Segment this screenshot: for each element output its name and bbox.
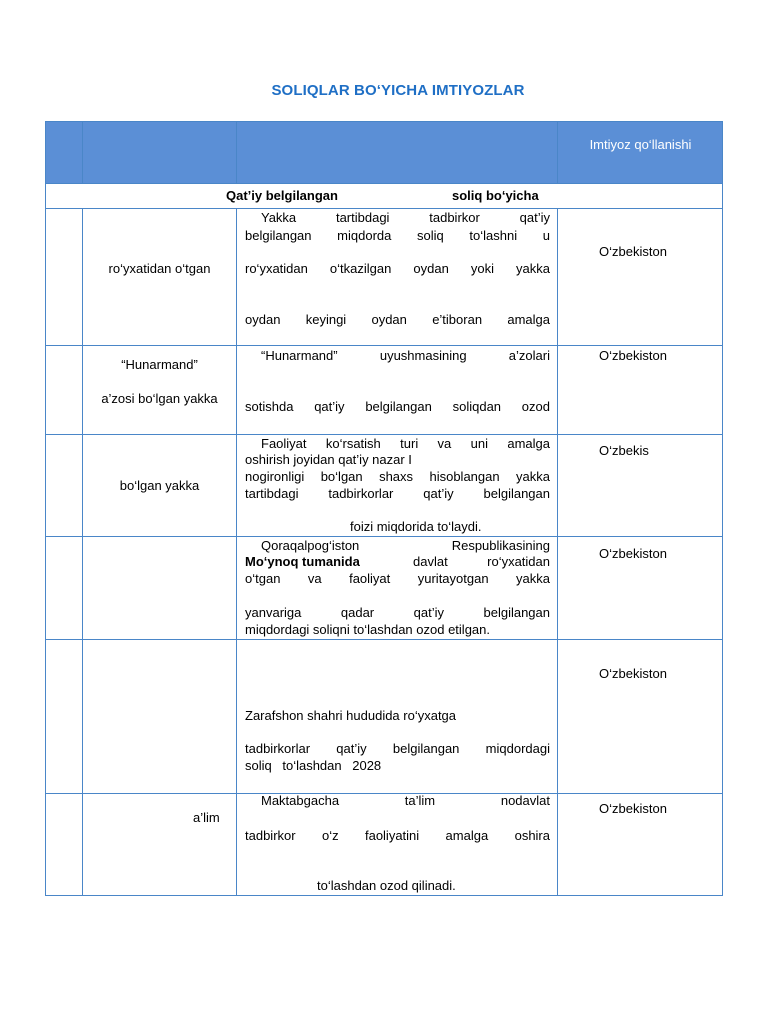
table-border (236, 121, 237, 183)
row1-desc-line1: Yakka tartibdagi tadbirkor qat’iy (261, 210, 550, 225)
row2-region: O‘zbekiston (599, 348, 667, 363)
tax-benefits-table (45, 121, 723, 896)
table-border (82, 121, 83, 183)
table-border (722, 121, 723, 896)
row4-desc-line2: davlat ro‘yxatidan (413, 554, 550, 569)
row1-category: ro‘yxatidan o‘tgan (108, 261, 211, 276)
row3-desc-line4: tartibdagi tadbirkorlar qat’iy belgilangan (245, 486, 550, 501)
row2-desc-line2: sotishda qat’iy belgilangan soliqdan ozod (245, 399, 550, 414)
header-col-benefit-application: Imtiyoz qo‘llanishi (589, 137, 692, 152)
table-border (45, 345, 723, 346)
row3-category: bo‘lgan yakka (119, 478, 200, 493)
table-border (45, 536, 723, 537)
row2-category-line1: “Hunarmand” (121, 357, 198, 372)
row4-desc-line4: yanvariga qadar qat’iy belgilangan (245, 605, 550, 620)
row3-desc-line2: oshirish joyidan qat’iy nazar I (245, 452, 412, 467)
row6-category: a’lim (193, 810, 220, 825)
section-label-left: Qat’iy belgilangan (226, 188, 338, 203)
row5-desc-line3: soliq to‘lashdan 2028 (245, 758, 382, 773)
row6-desc-line2: tadbirkor o‘z faoliyatini amalga oshira (245, 828, 550, 843)
page-title: SOLIQLAR BO‘YICHA IMTIYOZLAR (271, 82, 525, 99)
table-border (236, 208, 237, 896)
row4-desc-bold: Mo‘ynoq tumanida (245, 554, 360, 569)
table-header (45, 121, 723, 183)
row3-desc-line5: foizi miqdorida to‘laydi. (350, 519, 482, 534)
row4-desc-line5: miqdordagi soliqni to‘lashdan ozod etilgan. (245, 622, 490, 637)
row5-region: O‘zbekiston (599, 666, 667, 681)
section-label-right: soliq bo‘yicha (452, 188, 539, 203)
row5-desc-line1: Zarafshon shahri hududida ro‘yxatga (245, 708, 457, 723)
row6-desc-line1: Maktabgacha ta’lim nodavlat (261, 793, 550, 808)
table-border (45, 895, 723, 896)
row3-desc-line1: Faoliyat ko‘rsatish turi va uni amalga (261, 436, 550, 451)
row2-category-line2: a’zosi bo‘lgan yakka (101, 391, 218, 406)
table-border (45, 639, 723, 640)
row6-desc-line3: to‘lashdan ozod qilinadi. (317, 878, 456, 893)
table-border (557, 208, 558, 896)
table-border (82, 208, 83, 896)
table-border (45, 183, 723, 184)
row5-desc-line2: tadbirkorlar qat’iy belgilangan miqdordagi (245, 741, 550, 756)
row6-region: O‘zbekiston (599, 801, 667, 816)
row4-desc-line1: Qoraqalpog‘iston Respublikasining (261, 538, 550, 553)
row1-desc-line4: oydan keyingi oydan e’tiboran amalga (245, 312, 550, 327)
table-border (557, 121, 558, 183)
row3-region: O‘zbekis (599, 443, 649, 458)
row1-desc-line3: ro‘yxatidan o‘tkazilgan oydan yoki yakka (245, 261, 550, 276)
row1-region: O‘zbekiston (599, 244, 667, 259)
row1-desc-line2: belgilangan miqdorda soliq to‘lashni u (245, 228, 550, 243)
table-border (45, 208, 723, 209)
row2-desc-line1: “Hunarmand” uyushmasining a’zolari (261, 348, 550, 363)
row3-desc-line3: nogironligi bo‘lgan shaxs hisoblangan yakka (245, 469, 550, 484)
table-border (45, 121, 46, 896)
table-border (45, 121, 723, 122)
table-border (45, 434, 723, 435)
row4-desc-line3: o‘tgan va faoliyat yuritayotgan yakka (245, 571, 550, 586)
row4-region: O‘zbekiston (599, 546, 667, 561)
